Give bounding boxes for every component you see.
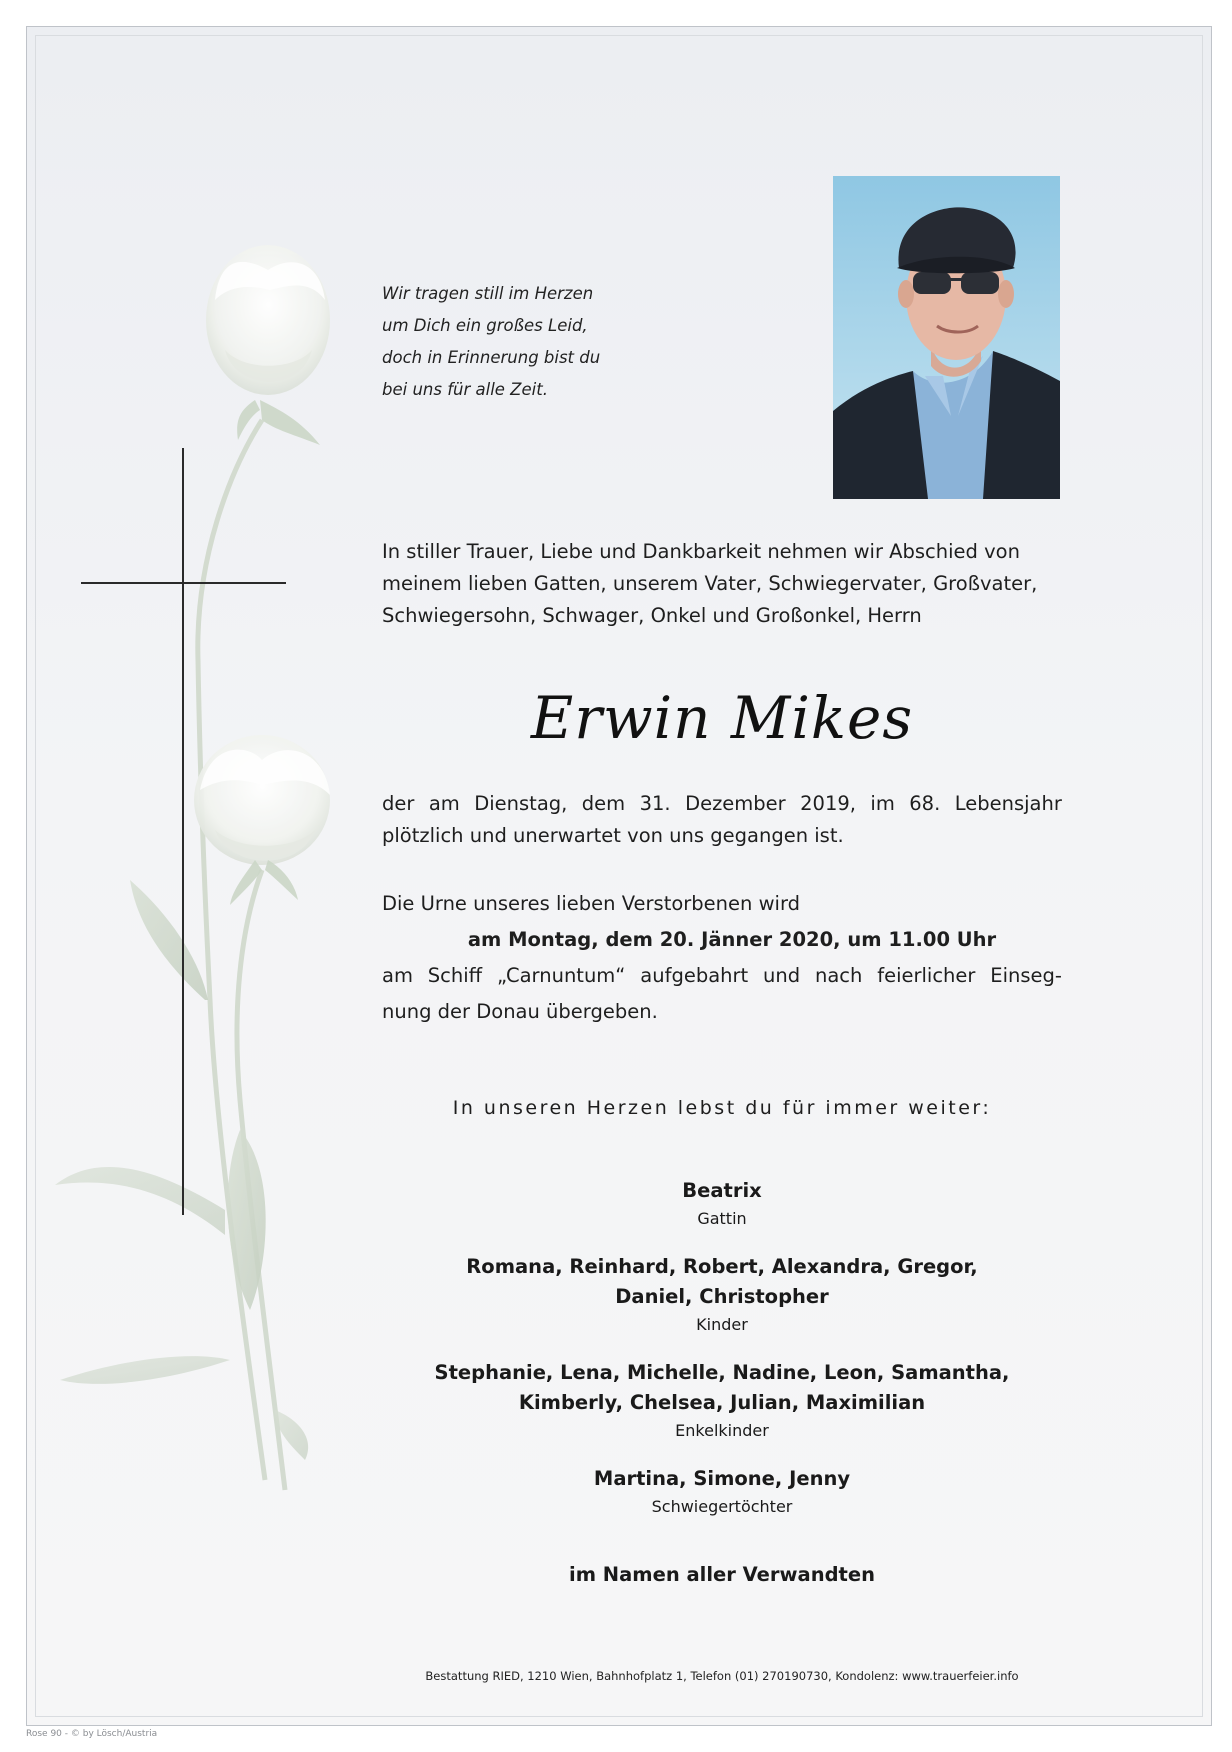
death-notice <box>382 788 1062 852</box>
word: am <box>382 964 413 987</box>
word: feierlicher <box>877 964 976 987</box>
urn-line-1: Die Urne unseres lieben Verstorbenen wird <box>382 892 801 915</box>
image-credit: Rose 90 - © by Lösch/Austria <box>26 1729 158 1739</box>
urn-line-3 <box>382 958 1062 994</box>
word: Lebensjahr <box>954 792 1062 815</box>
word: dem <box>581 792 626 815</box>
funeral-home-footer: Bestattung RIED, 1210 Wien, Bahnhofplatz 1, Telefon (01) 270190730, Kondolenz: www.trauerfeier.info <box>425 1669 1019 1683</box>
word: aufgebahrt <box>640 964 749 987</box>
urn-notice <box>382 886 1062 1030</box>
intro-line: meinem lieben Gatten, unserem Vater, Schwiegervater, Großvater, <box>382 572 1038 595</box>
family-names: Stephanie, Lena, Michelle, Nadine, Leon, Samantha, <box>434 1361 1010 1384</box>
poem-line: bei uns für alle Zeit. <box>382 380 548 399</box>
word: Dezember <box>685 792 786 815</box>
white-rose-illustration <box>0 0 400 1600</box>
urn-line-4: nung der Donau übergeben. <box>382 1000 658 1023</box>
death-line-2: plötzlich und unerwartet von uns gegangen ist. <box>382 824 844 847</box>
word: 68. <box>909 792 941 815</box>
family-names: Kimberly, Chelsea, Julian, Maximilian <box>518 1391 926 1414</box>
intro-line: In stiller Trauer, Liebe und Dankbarkeit nehmen wir Abschied von <box>382 540 1020 563</box>
death-line-1 <box>382 788 1062 820</box>
word: 2019, <box>800 792 856 815</box>
poem-line: um Dich ein großes Leid, <box>382 316 588 335</box>
word: am <box>428 792 460 815</box>
family-group <box>382 1358 1062 1442</box>
urn-date: am Montag, dem 20. Jänner 2020, um 11.00 Uhr <box>467 928 997 951</box>
family-group <box>382 1252 1062 1336</box>
intro-text <box>382 536 1062 632</box>
family-role: Kinder <box>696 1315 748 1334</box>
intro-line-justified <box>382 536 1062 568</box>
family-names: Martina, Simone, Jenny <box>593 1467 851 1490</box>
cross-icon-bar <box>81 582 286 584</box>
poem-line: doch in Erinnerung bist du <box>382 348 601 367</box>
family-list <box>382 1176 1062 1540</box>
family-group <box>382 1176 1062 1230</box>
poem-line: Wir tragen still im Herzen <box>382 284 594 303</box>
word: im <box>870 792 895 815</box>
word: und <box>763 964 801 987</box>
family-group <box>382 1464 1062 1518</box>
motto: In unseren Herzen lebst du für immer weiter: <box>452 1097 992 1119</box>
family-role: Schwiegertöchter <box>651 1497 793 1516</box>
family-names: Daniel, Christopher <box>615 1285 829 1308</box>
family-role: Enkelkinder <box>675 1421 769 1440</box>
word: Einseg- <box>990 964 1062 987</box>
word: 31. <box>639 792 671 815</box>
word: Dienstag, <box>474 792 568 815</box>
word: der <box>382 792 415 815</box>
family-role: Gattin <box>697 1209 747 1228</box>
intro-line: Schwiegersohn, Schwager, Onkel und Großonkel, Herrn <box>382 604 922 627</box>
word: nach <box>814 964 863 987</box>
poem <box>382 278 672 406</box>
closing-line: im Namen aller Verwandten <box>569 1563 875 1586</box>
portrait-photo <box>833 176 1060 499</box>
deceased-name: Erwin Mikes <box>530 684 914 752</box>
word: Schiff <box>427 964 483 987</box>
family-names: Romana, Reinhard, Robert, Alexandra, Gregor, <box>466 1255 978 1278</box>
word: „Carnuntum“ <box>496 964 626 987</box>
cross-icon <box>182 448 184 1215</box>
family-names: Beatrix <box>682 1179 762 1202</box>
